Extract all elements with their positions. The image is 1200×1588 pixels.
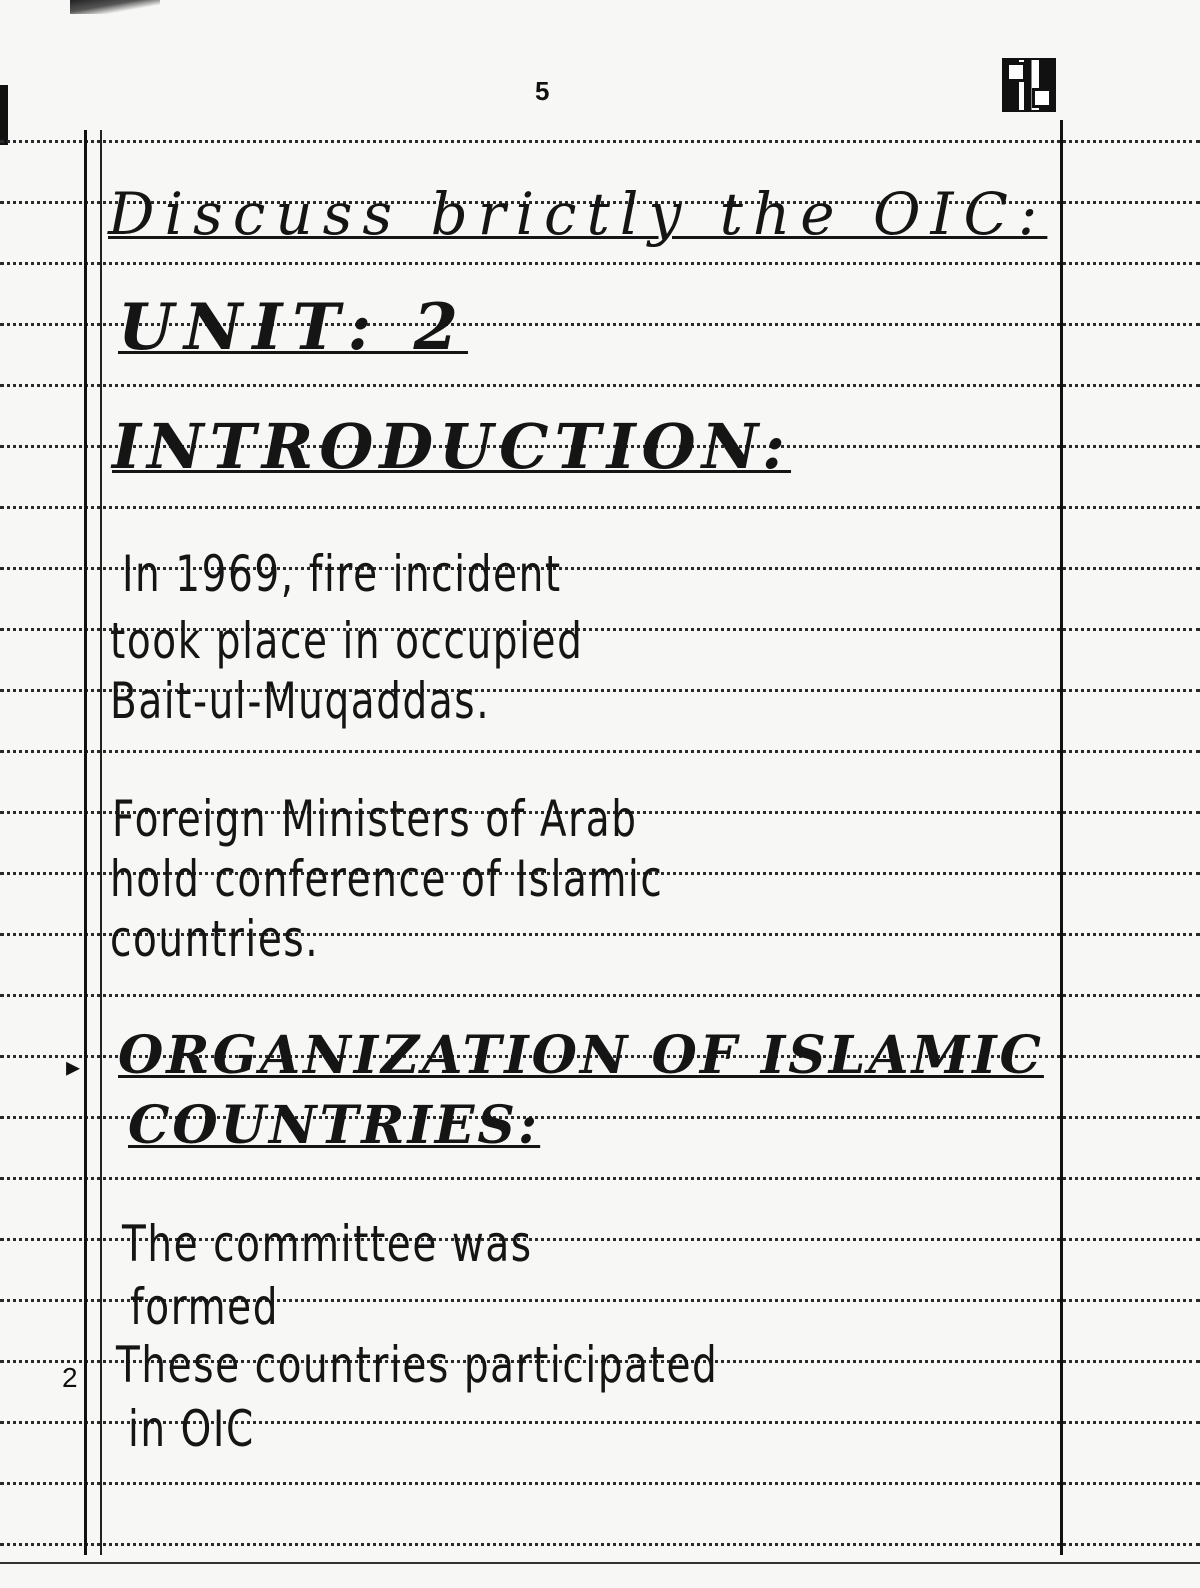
- page-title: Discuss brictly the OIC:: [108, 180, 1048, 248]
- page-binding-edge: [0, 85, 8, 145]
- ruled-line: [0, 750, 1200, 753]
- section-heading-line-1: ORGANIZATION OF ISLAMIC: [118, 1025, 1044, 1086]
- page-number: 5: [535, 76, 550, 106]
- left-margin-line-inner: [100, 130, 102, 1555]
- unit-heading: UNIT: 2: [118, 290, 469, 365]
- right-margin-line: [1060, 120, 1063, 1555]
- page-bottom-edge: [0, 1562, 1200, 1564]
- ruled-line: [0, 140, 1200, 143]
- ruled-line: [0, 384, 1200, 387]
- paragraph-4-line-1: These countries participated: [116, 1336, 719, 1394]
- left-margin-line: [84, 130, 87, 1555]
- ruled-line: [0, 1482, 1200, 1485]
- margin-mark: 2: [62, 1362, 78, 1393]
- ruled-line: [0, 994, 1200, 997]
- paragraph-2-line-1: Foreign Ministers of Arab: [112, 790, 638, 848]
- bullet-mark: ▸: [66, 1051, 81, 1082]
- ruled-line: [0, 506, 1200, 509]
- qr-code-icon: [1002, 58, 1056, 112]
- ruled-line: [0, 1543, 1200, 1546]
- paragraph-1-line-3: Bait-ul-Muqaddas.: [110, 672, 491, 730]
- ruled-line: [0, 262, 1200, 265]
- ruled-line: [0, 1177, 1200, 1180]
- paragraph-3-line-1: The committee was: [122, 1215, 533, 1273]
- paragraph-1-line-2: took place in occupied: [110, 612, 584, 670]
- paragraph-2-line-2: hold conference of Islamic: [110, 850, 664, 908]
- paragraph-3-line-2: formed: [130, 1278, 280, 1336]
- section-heading-line-2: COUNTRIES:: [128, 1095, 541, 1156]
- paragraph-2-line-3: countries.: [110, 910, 320, 968]
- paragraph-1-line-1: In 1969, fire incident: [122, 545, 562, 603]
- introduction-heading: INTRODUCTION:: [112, 410, 792, 483]
- paragraph-4-line-2: in OIC: [128, 1400, 255, 1458]
- page-corner-fold: [70, 0, 160, 14]
